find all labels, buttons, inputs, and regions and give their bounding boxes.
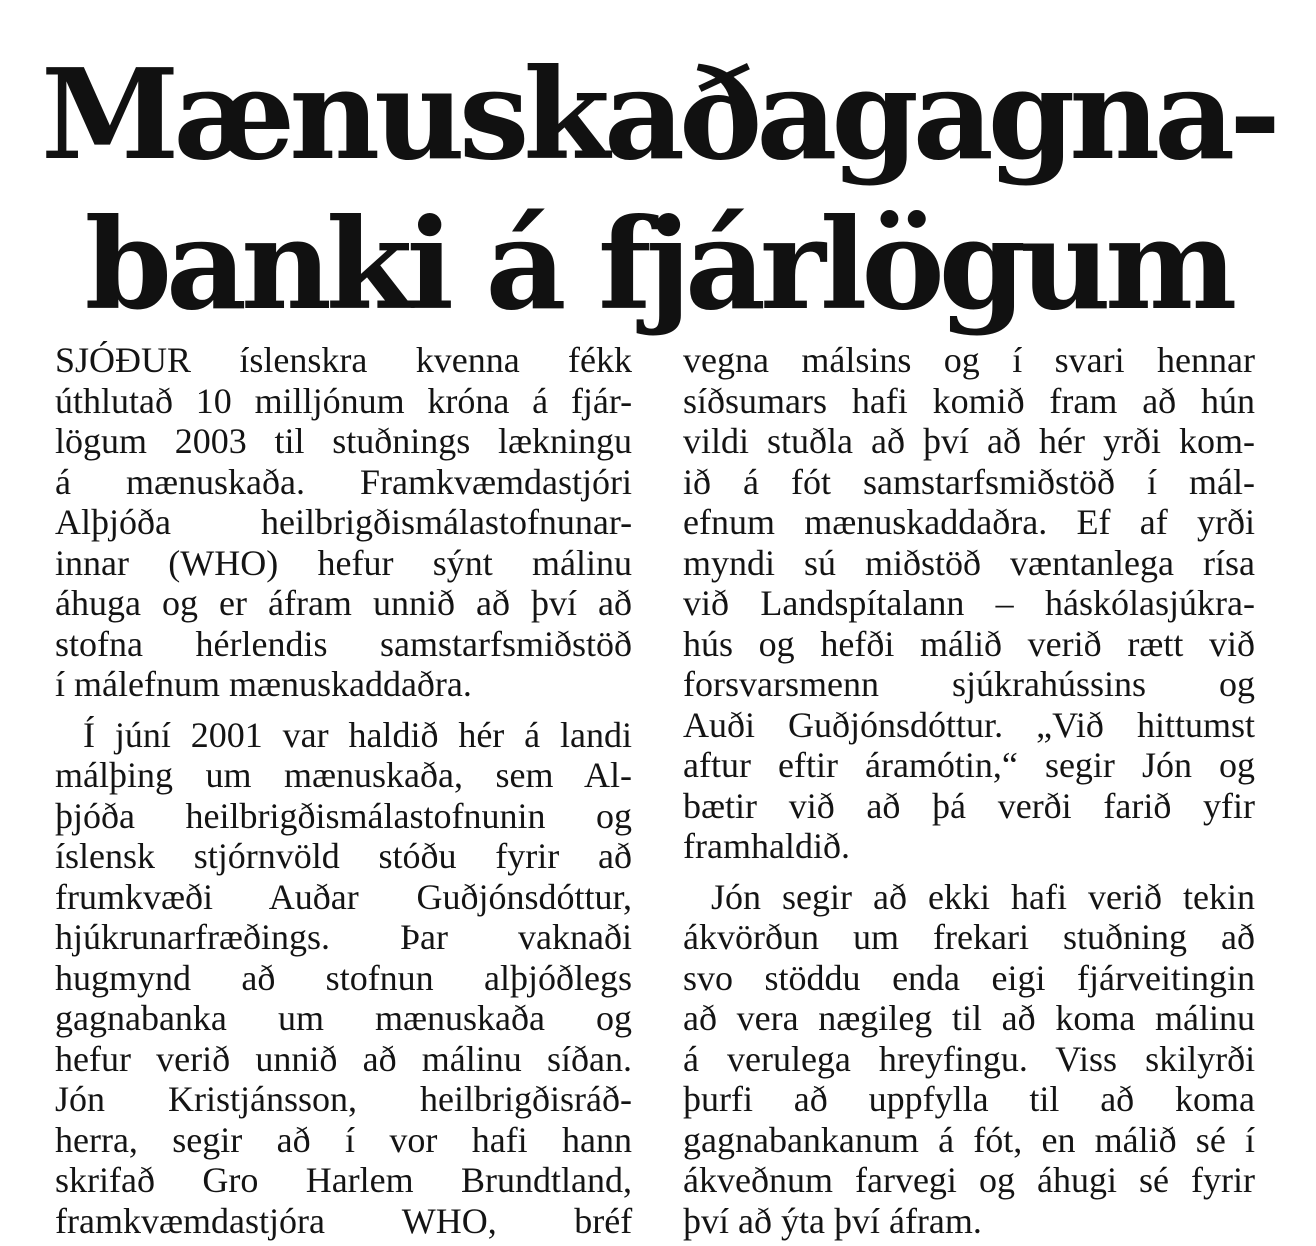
article-column-right [683, 340, 1255, 1241]
text-line: hugmynd að stofnun alþjóðlegs [55, 957, 632, 998]
text-line: úthlutað 10 milljónum króna á fjár- [55, 380, 633, 421]
text-line: skrifað Gro Harlem Brundtland, [55, 1160, 632, 1200]
text-line: Auði Guðjónsdóttur. „Við hittumst [683, 704, 1255, 745]
text-line: gagnabanka um mænuskaða og [55, 998, 632, 1038]
headline-line-1: Mænuskaðagagna- [41, 42, 1275, 188]
text-line: íslensk stjórnvöld stóðu fyrir að [55, 836, 632, 876]
headline-line-2: banki á fjárlögum [84, 192, 1232, 338]
text-line: framhaldið. [683, 826, 850, 866]
text-line: áhuga og er áfram unnið að því að [55, 583, 632, 623]
paragraph-gap [683, 867, 1255, 877]
text-line: málþing um mænuskaða, sem Al- [55, 755, 632, 795]
text-line: því að ýta því áfram. [683, 1200, 982, 1241]
text-line: vegna málsins og í svari hennar [683, 340, 1255, 380]
text-line: frumkvæði Auðar Guðjónsdóttur, [55, 876, 632, 917]
text-line: herra, segir að í vor hafi hann [55, 1119, 632, 1160]
paragraph-gap [55, 705, 632, 715]
text-line: efnum mænuskaddaðra. Ef af yrði [683, 502, 1255, 542]
text-line: Jón segir að ekki hafi verið tekin [711, 876, 1255, 917]
text-line: hefur verið unnið að málinu síðan. [55, 1038, 632, 1079]
text-line: Alþjóða heilbrigðismálastofnunar- [55, 502, 633, 542]
text-line: á verulega hreyfingu. Viss skilyrði [683, 1038, 1256, 1079]
text-line: ið á fót samstarfsmiðstöð í mál- [683, 461, 1255, 502]
text-line: hjúkrunarfræðings. Þar vaknaði [55, 917, 632, 957]
text-line: að vera nægileg til að koma málinu [683, 998, 1255, 1038]
text-line: Í júní 2001 var haldið hér á landi [83, 714, 632, 755]
text-line: stofna hérlendis samstarfsmiðstöð [55, 623, 632, 664]
text-line: þjóða heilbrigðismálastofnunin og [55, 795, 632, 836]
text-line: aftur eftir áramótin,“ segir Jón og [683, 745, 1255, 785]
text-line: myndi sú miðstöð væntanlega rísa [683, 542, 1255, 583]
text-line: forsvarsmenn sjúkrahússins og [683, 664, 1255, 704]
text-line: bætir við að þá verði farið yfir [683, 785, 1255, 826]
article-column-left [55, 340, 632, 1241]
text-line: gagnabankanum á fót, en málið sé í [683, 1119, 1255, 1160]
text-line: í málefnum mænuskaddaðra. [55, 664, 472, 704]
text-line: við Landspítalann – háskólasjúkra- [683, 583, 1255, 623]
text-line: ákvörðun um frekari stuðning að [683, 917, 1255, 957]
text-line: ákveðnum farvegi og áhugi sé fyrir [683, 1160, 1255, 1200]
text-line: innar (WHO) hefur sýnt málinu [55, 542, 632, 583]
text-line: vildi stuðla að því að hér yrði kom- [683, 421, 1255, 461]
text-line: SJÓÐUR íslenskra kvenna fékk [55, 340, 632, 380]
text-line: síðsumars hafi komið fram að hún [683, 380, 1255, 421]
text-line: Jón Kristjánsson, heilbrigðisráð- [55, 1079, 632, 1119]
text-line: þurfi að uppfylla til að koma [683, 1079, 1255, 1119]
text-line: hús og hefði málið verið rætt við [683, 623, 1255, 664]
text-line: lögum 2003 til stuðnings lækningu [55, 421, 633, 461]
headline [40, 40, 1276, 340]
text-line: framkvæmdastjóra WHO, bréf [55, 1200, 633, 1241]
text-line: svo stöddu enda eigi fjárveitingin [683, 957, 1255, 998]
text-line: á mænuskaða. Framkvæmdastjóri [55, 461, 632, 502]
